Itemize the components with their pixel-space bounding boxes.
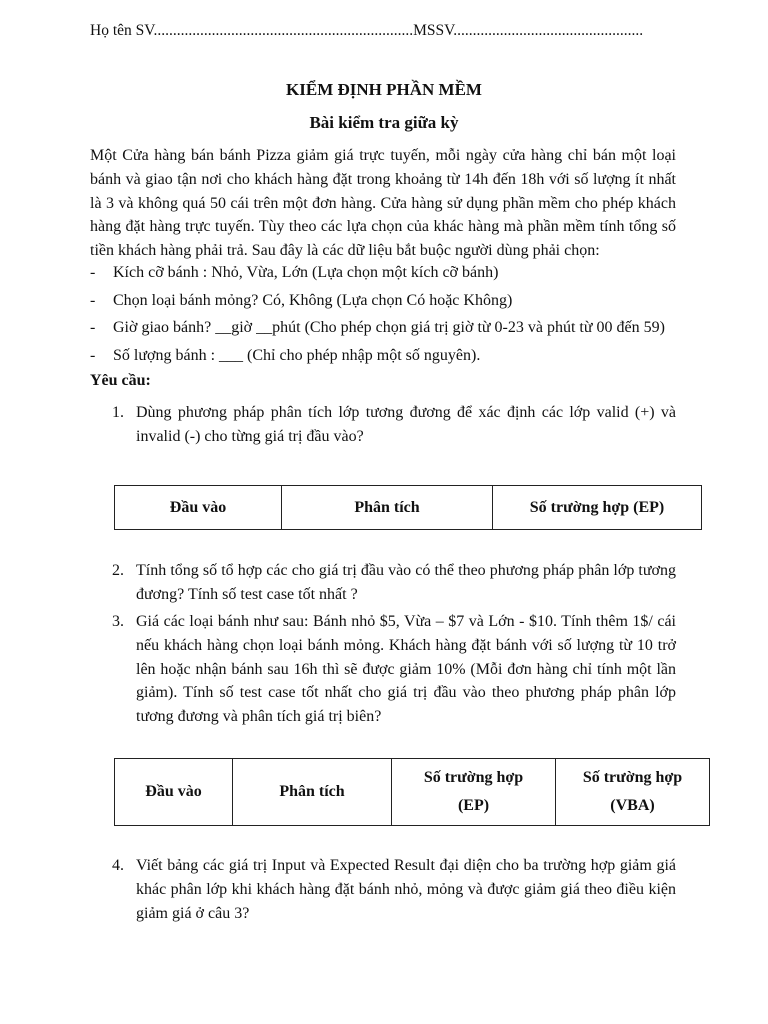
question-item-2 [112, 559, 676, 607]
table-header-vba-count [556, 759, 710, 826]
ep-vba-table [114, 758, 710, 826]
table-header-input: Đầu vào [115, 759, 233, 826]
question-number: 4. [112, 857, 124, 874]
question-item-3 [112, 610, 676, 729]
question-number: 3. [112, 613, 124, 630]
bullet-dash: - [90, 319, 96, 337]
bullet-text: Kích cỡ bánh : Nhỏ, Vừa, Lớn (Lựa chọn một kích cỡ bánh) [113, 264, 499, 281]
bullet-dash: - [90, 291, 96, 309]
bullet-item [90, 290, 690, 318]
question-item-1 [112, 401, 676, 449]
bullet-text: Chọn loại bánh mỏng? Có, Không (Lựa chọn Có hoặc Không) [113, 291, 513, 309]
question-text: Dùng phương pháp phân tích lớp tương đương để xác định các lớp valid (+) và invalid (-) cho từng giá trị đầu vào? [136, 404, 676, 445]
student-info-line: Họ tên SV...................................................................MSSV................................................. [90, 22, 644, 39]
bullet-list [90, 262, 690, 373]
document-title: KIỂM ĐỊNH PHẦN MỀM [286, 80, 482, 99]
question-text: Giá các loại bánh như sau: Bánh nhỏ $5, Vừa – $7 và Lớn - $10. Tính thêm 1$/ cái nếu khách hàng chọn loại bánh mỏng. Khách hàng đặt bánh với số lượng từ 10 trở lên hoặc nhận bánh sau 16h thì sẽ được giảm 10% (Mỗi đơn hàng chỉ tính một lần giảm). Tính số test case tốt nhất cho giá trị đầu vào theo phương pháp phân lớp tương đương và phân tích giá trị biên? [136, 613, 676, 726]
question-text: Tính tổng số tổ hợp các cho giá trị đầu vào có thể theo phương pháp phân lớp tương đương? Tính số test case tốt nhất ? [136, 562, 676, 603]
intro-paragraph: Một Cửa hàng bán bánh Pizza giảm giá trực tuyến, mỗi ngày cửa hàng chỉ bán một loại bánh và giao tận nơi cho khách hàng đặt trong khoảng từ 14h đến 18h với số lượng ít nhất là 3 và không quá 50 cái trên một đơn hàng. Cửa hàng sử dụng phần mềm cho phép khách hàng đặt hàng trực tuyến. Tùy theo các lựa chọn của khác hàng mà phần mềm tính tổng số tiền khách hàng phải trả. Sau đây là các dữ liệu bắt buộc người dùng phải chọn: [90, 147, 676, 260]
table-header-row [115, 486, 702, 530]
table-header-analysis: Phân tích [282, 486, 493, 530]
header-line: Số trường hợp [582, 769, 683, 786]
bullet-text: Giờ giao bánh? __giờ __phút (Cho phép chọn giá trị giờ từ 0-23 và phút từ 00 đến 59) [113, 319, 665, 337]
bullet-item [90, 262, 690, 290]
header-line: (EP) [457, 797, 490, 814]
header-line: Số trường hợp [423, 769, 524, 786]
header-line: (VBA) [610, 797, 655, 814]
question-number: 1. [112, 404, 124, 421]
bullet-item [90, 345, 690, 373]
question-item-4 [112, 854, 676, 925]
question-text: Viết bảng các giá trị Input và Expected Result đại diện cho ba trường hợp giảm giá khác phân lớp khi khách hàng đặt bánh nhỏ, mỏng và được giảm giá theo điều kiện giảm giá ở câu 3? [136, 857, 676, 922]
document-subtitle: Bài kiểm tra giữa kỳ [309, 113, 459, 132]
question-number: 2. [112, 562, 124, 579]
bullet-item [90, 317, 690, 345]
bullet-dash: - [90, 347, 96, 365]
table-header-ep-count: Số trường hợp (EP) [493, 486, 702, 530]
table-header-input: Đầu vào [115, 486, 282, 530]
bullet-dash: - [90, 264, 96, 281]
requirements-heading: Yêu cầu: [90, 372, 151, 389]
table-header-analysis: Phân tích [233, 759, 392, 826]
bullet-text: Số lượng bánh : ___ (Chỉ cho phép nhập một số nguyên). [113, 347, 481, 365]
ep-table [114, 485, 702, 530]
table-header-row [115, 759, 710, 826]
table-header-ep-count [392, 759, 556, 826]
